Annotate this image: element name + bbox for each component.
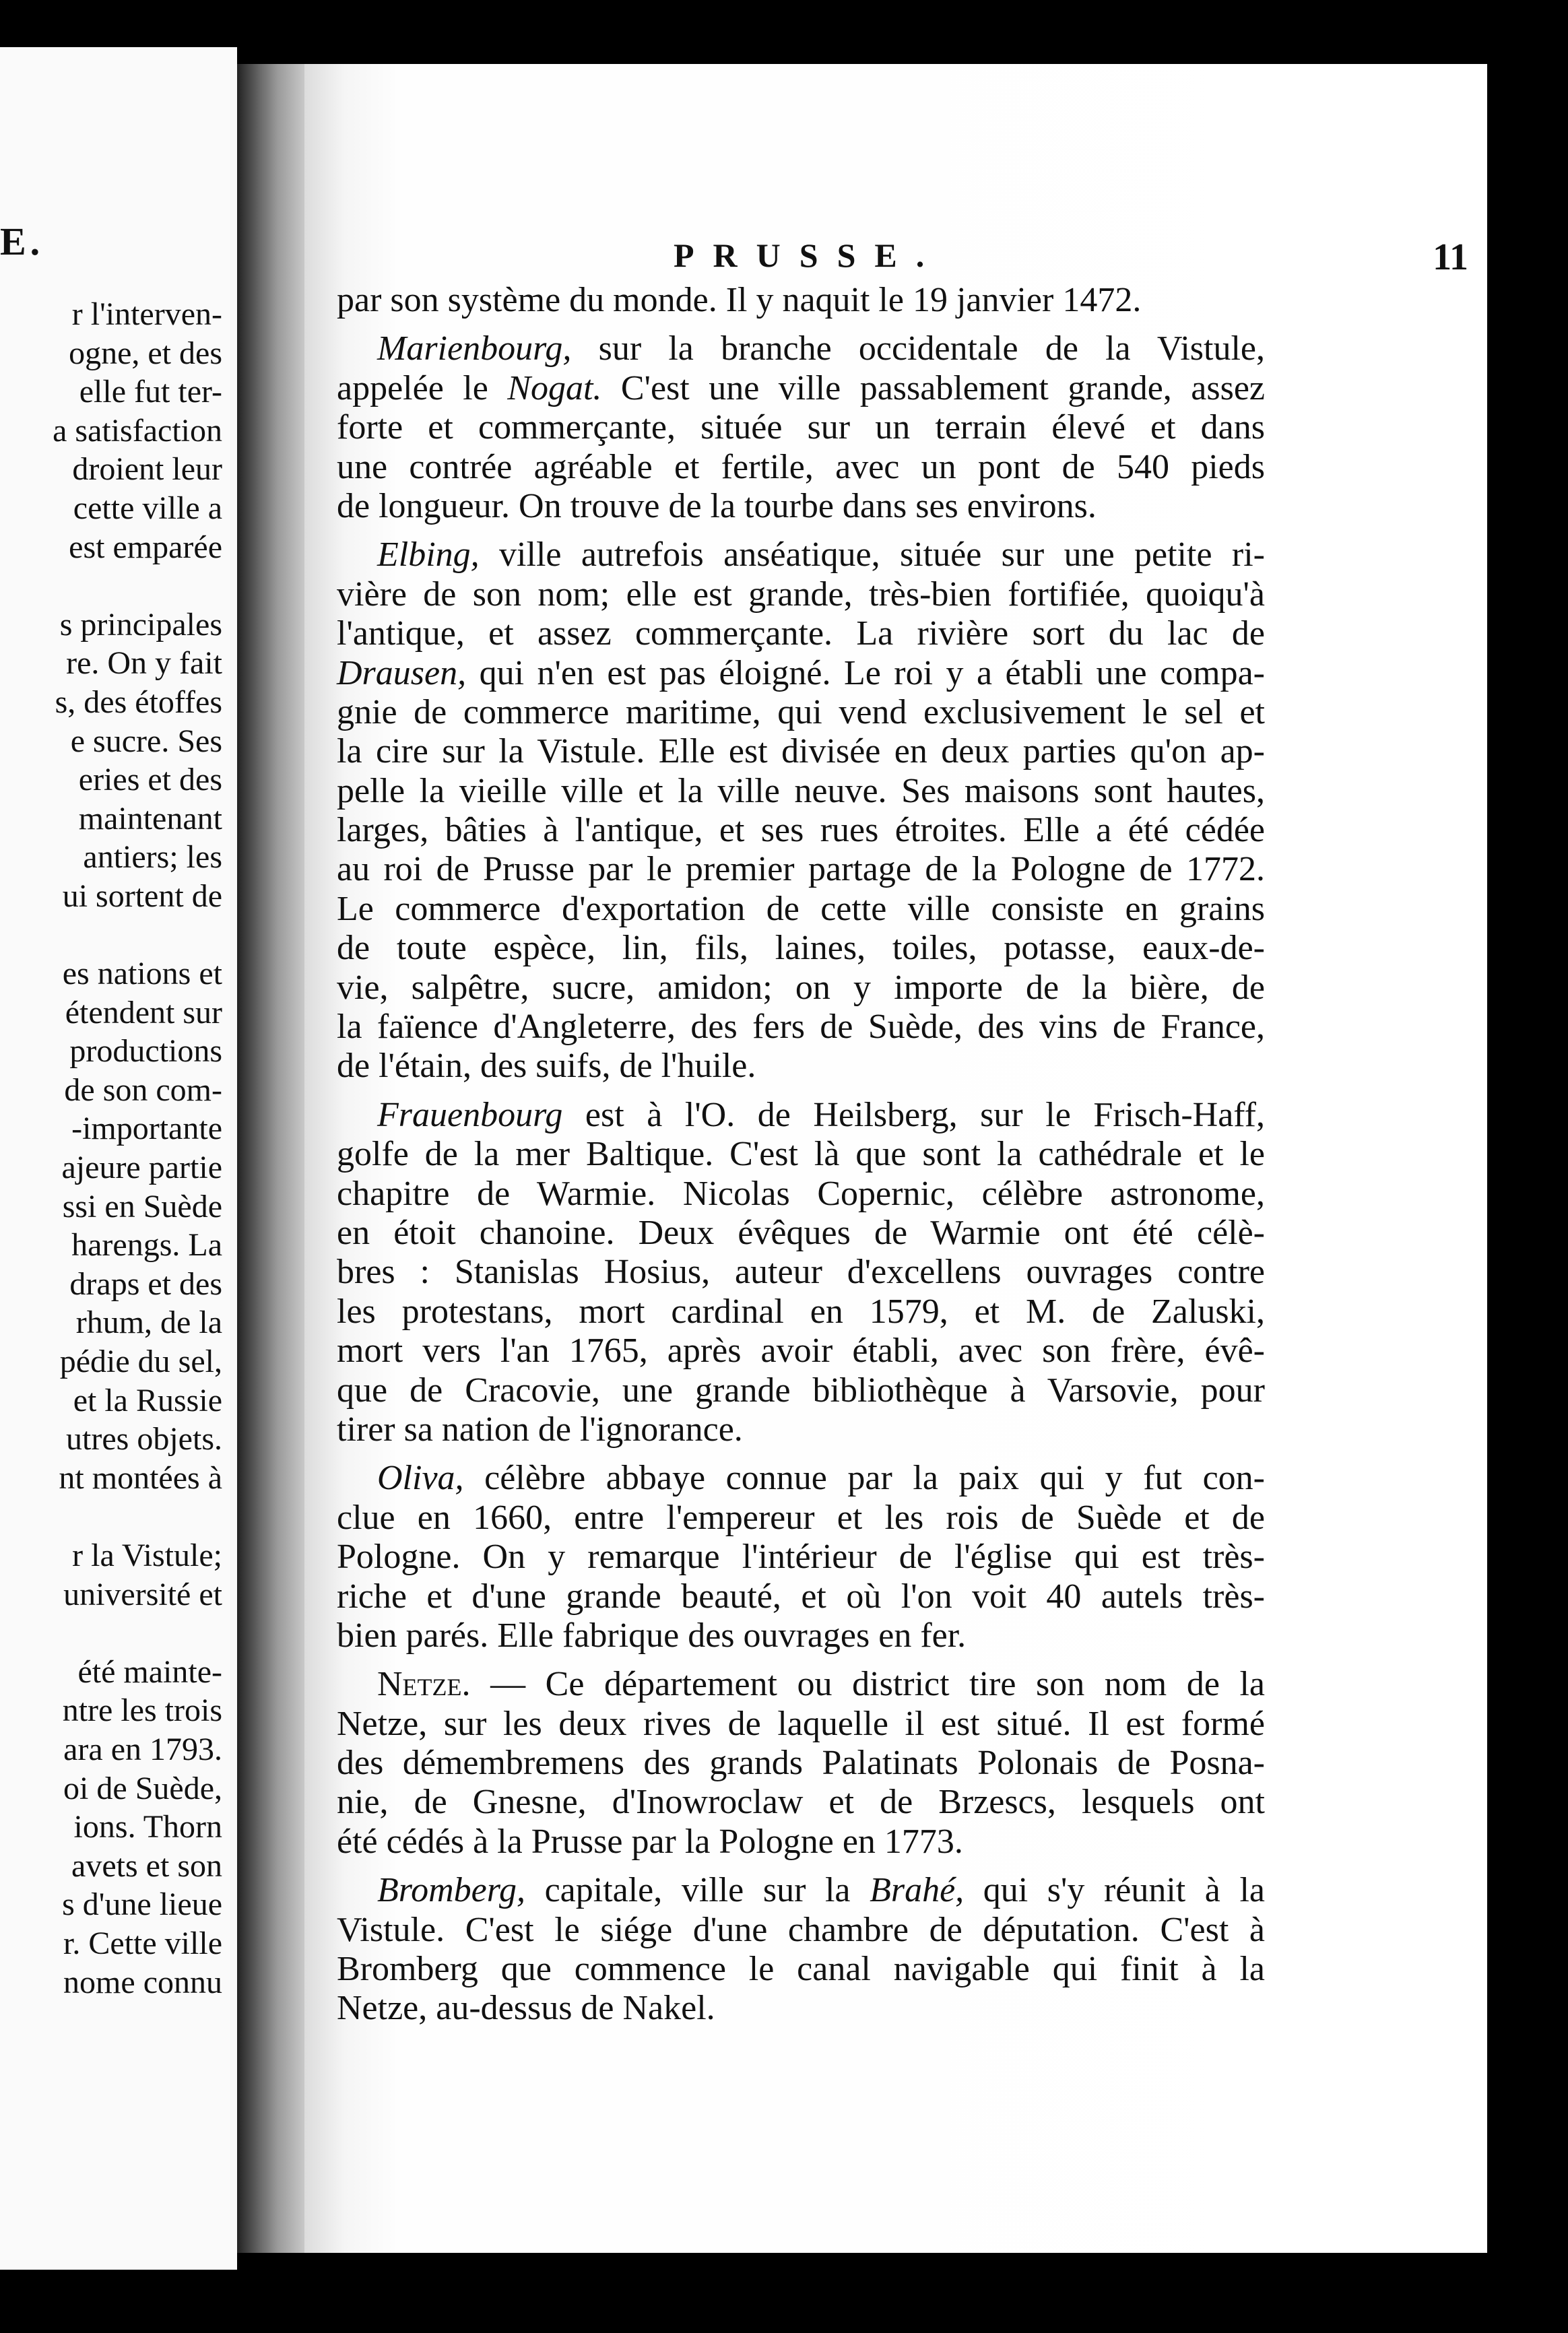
line-text: par son système du monde. Il y naquit le 19 janvier 1472. xyxy=(337,281,1142,319)
text-line xyxy=(337,1459,1265,1498)
place-name: Nogat. xyxy=(507,368,602,407)
text-line xyxy=(337,1989,1265,2028)
left-page-line xyxy=(0,916,222,955)
left-page-line: nome connu xyxy=(63,1964,222,2000)
paragraph xyxy=(337,1665,1265,1862)
line-text: C'est une ville passablement grande, assez xyxy=(601,368,1265,407)
place-name: Marienbourg, xyxy=(377,329,572,368)
line-text: Vistule. C'est le siége d'une chambre de députation. C'est à xyxy=(337,1910,1265,1949)
left-page-line: harengs. La xyxy=(71,1227,222,1263)
left-page-line: r. Cette ville xyxy=(63,1925,222,1961)
place-name: Oliva, xyxy=(377,1459,464,1498)
left-page-line xyxy=(0,1497,222,1536)
line-text: vière de son nom; elle est grande, très-bien fortifiée, quoiqu'à xyxy=(337,574,1265,614)
place-name: Drausen, xyxy=(337,653,467,692)
line-text: capitale, ville sur la xyxy=(525,1871,870,1910)
left-page-line: productions xyxy=(69,1033,222,1070)
text-line xyxy=(337,408,1265,447)
line-text: bres : Stanislas Hosius, auteur d'excellens ouvrages contre xyxy=(337,1253,1265,1292)
left-page-line: et la Russie xyxy=(73,1382,222,1418)
line-text: de l'étain, des suifs, de l'huile. xyxy=(337,1047,756,1086)
line-text: une contrée agréable et fertile, avec un pont de 540 pieds xyxy=(337,447,1265,486)
line-text: bien parés. Elle fabrique des ouvrages en fer. xyxy=(337,1616,967,1655)
line-text: gnie de commerce maritime, qui vend exclusivement le sel et xyxy=(337,692,1265,731)
left-page-line: ogne, et des xyxy=(69,335,222,371)
text-line xyxy=(337,535,1265,574)
line-text: qui n'en est pas éloigné. Le roi y a établi une compa- xyxy=(466,653,1265,692)
left-page-line: de son com- xyxy=(64,1072,222,1108)
line-text: de longueur. On trouve de la tourbe dans ses environs. xyxy=(337,486,1097,525)
text-line xyxy=(337,575,1265,614)
place-name: Brahé, xyxy=(870,1871,965,1910)
text-line xyxy=(337,1911,1265,1950)
text-line xyxy=(337,281,1265,320)
left-page-line: s, des étoffes xyxy=(55,684,222,720)
line-text: chapitre de Warmie. Nicolas Copernic, célèbre astronome, xyxy=(337,1174,1265,1213)
text-line xyxy=(337,1008,1265,1047)
book-gutter xyxy=(237,64,304,2253)
text-line xyxy=(337,968,1265,1008)
left-page-line: re. On y fait xyxy=(66,645,222,682)
text-line xyxy=(337,1292,1265,1332)
line-text: Netze, sur les deux rives de laquelle il est situé. Il est formé xyxy=(337,1704,1265,1743)
paragraph-gap xyxy=(337,1086,1265,1096)
text-line xyxy=(337,1744,1265,1783)
left-page-line: draps et des xyxy=(69,1266,222,1302)
left-page-line: s principales xyxy=(59,606,222,643)
line-text: tirer sa nation de l'ignorance. xyxy=(337,1410,743,1449)
text-line xyxy=(337,693,1265,732)
left-page-line: -importante xyxy=(71,1111,222,1147)
text-line xyxy=(337,1538,1265,1577)
text-line xyxy=(337,811,1265,850)
line-text: les protestans, mort cardinal en 1579, et M. de Zaluski, xyxy=(337,1292,1265,1331)
line-text: golfe de la mer Baltique. C'est là que sont la cathédrale et le xyxy=(337,1135,1265,1174)
text-line xyxy=(337,614,1265,653)
line-text: ville autrefois anséatique, située sur une petite ri- xyxy=(479,535,1265,574)
line-text: larges, bâties à l'antique, et ses rues étroites. Elle a été cédée xyxy=(337,811,1265,850)
text-line xyxy=(337,1175,1265,1214)
left-page-line: rhum, de la xyxy=(75,1305,222,1341)
text-line xyxy=(337,1705,1265,1744)
left-page-line: étendent sur xyxy=(65,994,222,1030)
left-page-line: r la Vistule; xyxy=(72,1538,222,1573)
text-line xyxy=(337,1047,1265,1086)
text-line xyxy=(337,369,1265,408)
left-facing-page xyxy=(0,47,237,2270)
running-head xyxy=(304,236,1487,283)
line-text: forte et commerçante, située sur un terrain élevé et dans xyxy=(337,408,1265,447)
paragraph-gap xyxy=(337,1655,1265,1665)
paragraph xyxy=(337,329,1265,526)
text-line xyxy=(337,1577,1265,1616)
left-page-line: est emparée xyxy=(69,529,222,565)
right-page xyxy=(304,64,1487,2253)
text-line xyxy=(337,1499,1265,1538)
line-text: qui s'y réunit à la xyxy=(964,1871,1265,1910)
left-page-line: université et xyxy=(63,1576,222,1612)
district-heading: Netze. xyxy=(377,1665,471,1704)
text-line xyxy=(337,1135,1265,1174)
line-text: la faïence d'Angleterre, des fers de Suède, des vins de France, xyxy=(337,1008,1265,1047)
line-text: que de Cracovie, une grande bibliothèque à Varsovie, pour xyxy=(337,1371,1265,1410)
line-text: des démembremens des grands Palatinats Polonais de Posna- xyxy=(337,1744,1265,1783)
left-page-line: avets et son xyxy=(71,1847,222,1884)
left-page-line: droient leur xyxy=(72,451,222,488)
line-text: été cédés à la Prusse par la Pologne en 1773. xyxy=(337,1822,963,1861)
line-text: nie, de Gnesne, d'Inowroclaw et de Brzescs, lesquels ont xyxy=(337,1783,1265,1822)
left-page-text xyxy=(0,295,222,2002)
text-line xyxy=(337,929,1265,968)
text-line xyxy=(337,329,1265,368)
left-running-head: E. xyxy=(0,220,44,263)
text-line xyxy=(337,654,1265,693)
text-line xyxy=(337,1783,1265,1822)
left-page-line: cette ville a xyxy=(73,490,222,526)
line-text: clue en 1660, entre l'empereur et les rois de Suède et de xyxy=(337,1498,1265,1537)
left-page-line: r l'interven- xyxy=(71,296,222,332)
left-page-line: e sucre. Ses xyxy=(70,723,222,759)
paragraph-gap xyxy=(337,320,1265,329)
line-text: l'antique, et assez commerçante. La rivière sort du lac de xyxy=(337,614,1265,653)
line-text: appelée le xyxy=(337,368,508,407)
left-page-line: nt montées à xyxy=(59,1459,222,1496)
place-name: Frauenbourg xyxy=(377,1095,563,1134)
line-text: — Ce département ou district tire son nom de la xyxy=(470,1665,1265,1704)
line-text: la cire sur la Vistule. Elle est divisée en deux parties qu'on ap- xyxy=(337,732,1265,771)
left-page-line: pédie du sel, xyxy=(59,1344,222,1380)
line-text: au roi de Prusse par le premier partage de la Pologne de 1772. xyxy=(337,850,1265,889)
text-line xyxy=(337,732,1265,771)
left-page-line: ui sortent de xyxy=(62,878,222,914)
left-page-line: ntre les trois xyxy=(62,1693,222,1729)
place-name: Elbing, xyxy=(377,535,480,574)
paragraph-gap xyxy=(337,1449,1265,1459)
paragraph-gap xyxy=(337,1862,1265,1871)
text-line xyxy=(337,487,1265,526)
line-text: Bromberg que commence le canal navigable qui finit à la xyxy=(337,1950,1265,1989)
page-number: 11 xyxy=(1433,236,1468,278)
text-line xyxy=(337,1096,1265,1135)
line-text: riche et d'une grande beauté, et où l'on voit 40 autels très- xyxy=(337,1577,1265,1616)
text-line xyxy=(337,850,1265,889)
paragraph xyxy=(337,1871,1265,2029)
text-line xyxy=(337,1950,1265,1989)
line-text: Netze, au-dessus de Nakel. xyxy=(337,1989,715,2028)
text-line xyxy=(337,1410,1265,1449)
paragraph xyxy=(337,281,1265,320)
paragraph xyxy=(337,535,1265,1086)
text-line xyxy=(337,1253,1265,1292)
paragraph-gap xyxy=(337,526,1265,535)
text-line xyxy=(337,772,1265,811)
left-page-line: es nations et xyxy=(62,956,222,992)
left-page-line xyxy=(0,1614,222,1653)
text-line xyxy=(337,1371,1265,1410)
left-page-line: oi de Suède, xyxy=(63,1770,222,1806)
text-line xyxy=(337,1665,1265,1704)
left-page-line: s d'une lieue xyxy=(62,1886,222,1923)
line-text: sur la branche occidentale de la Vistule, xyxy=(571,329,1265,368)
left-page-line: eries et des xyxy=(78,762,222,798)
line-text: célèbre abbaye connue par la paix qui y fut con- xyxy=(463,1459,1265,1498)
line-text: pelle la vieille ville et la ville neuve. Ses maisons sont hautes, xyxy=(337,771,1265,810)
text-line xyxy=(337,1822,1265,1862)
line-text: est à l'O. de Heilsberg, sur le Frisch-Haff, xyxy=(562,1095,1265,1134)
line-text: vie, salpêtre, sucre, amidon; on y importe de la bière, de xyxy=(337,968,1265,1007)
place-name: Bromberg, xyxy=(377,1871,526,1910)
text-line xyxy=(337,890,1265,929)
left-page-line: ajeure partie xyxy=(61,1150,222,1186)
left-page-line: été mainte- xyxy=(77,1653,222,1690)
line-text: de toute espèce, lin, fils, laines, toiles, potasse, eaux-de- xyxy=(337,929,1265,968)
text-line xyxy=(337,1332,1265,1371)
running-head-title: PRUSSE. xyxy=(674,236,944,274)
paragraph xyxy=(337,1459,1265,1655)
paragraph xyxy=(337,1096,1265,1450)
left-page-line: a satisfaction xyxy=(53,412,222,449)
left-page-line: ssi en Suède xyxy=(62,1188,222,1224)
text-line xyxy=(337,1214,1265,1253)
line-text: Le commerce d'exportation de cette ville consiste en grains xyxy=(337,889,1265,928)
text-line xyxy=(337,448,1265,487)
text-line xyxy=(337,1871,1265,1910)
left-page-line xyxy=(0,566,222,605)
left-page-line: ions. Thorn xyxy=(73,1809,222,1845)
page-body-text xyxy=(337,281,1265,2029)
left-page-line: elle fut ter- xyxy=(79,374,222,410)
text-line xyxy=(337,1616,1265,1655)
left-page-line: antiers; les xyxy=(83,839,222,876)
line-text: mort vers l'an 1765, après avoir établi, avec son frère, évê- xyxy=(337,1332,1265,1371)
line-text: en étoit chanoine. Deux évêques de Warmie ont été célè- xyxy=(337,1213,1265,1252)
line-text: Pologne. On y remarque l'intérieur de l'église qui est très- xyxy=(337,1538,1265,1577)
left-page-line: maintenant xyxy=(78,800,222,836)
left-page-line: ara en 1793. xyxy=(63,1731,222,1767)
left-page-line: utres objets. xyxy=(66,1421,222,1457)
